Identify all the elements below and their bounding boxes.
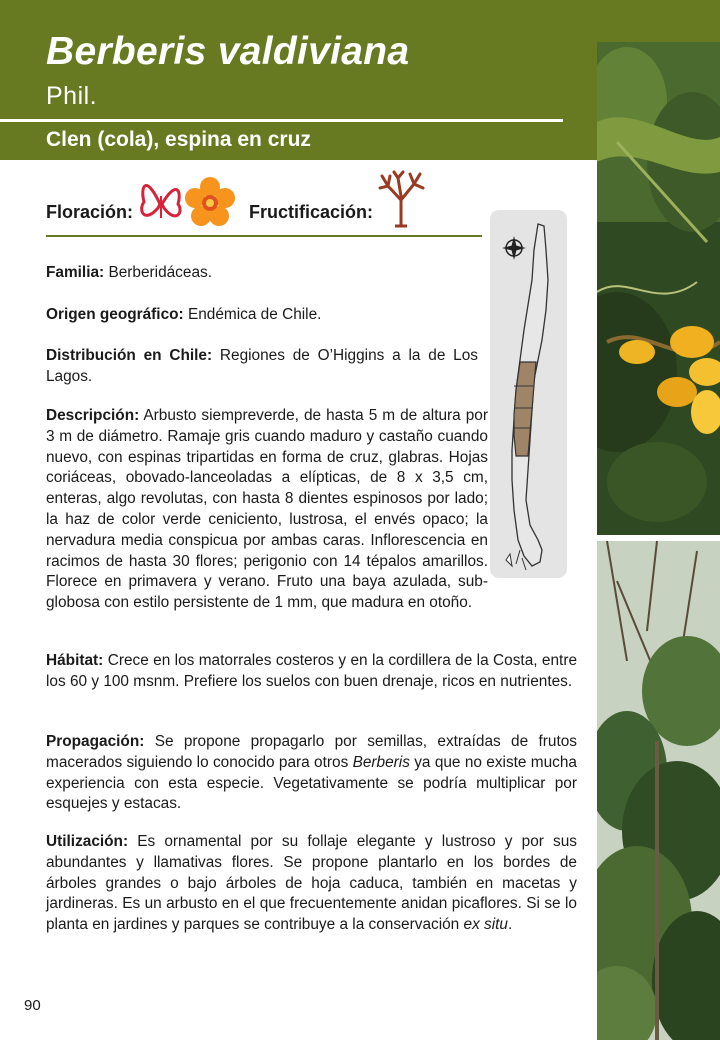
species-title: Berberis valdiviana [46, 30, 410, 73]
utilizacion-label: Utilización: [46, 833, 129, 850]
phenology-bar [46, 170, 486, 236]
species-author: Phil. [46, 82, 98, 110]
shrub-photo [597, 541, 720, 1040]
habitat-paragraph [46, 651, 577, 693]
habitat-text: Crece en los matorrales costeros y en la cordillera de la Costa, entre los 60 y 100 msnm. Prefiere los suelos con buen drenaje, ricos en nutrientes. [46, 652, 578, 690]
header-divider [0, 119, 563, 122]
flowering-label: Floración: [46, 202, 134, 222]
origen-label: Origen geográfico: [46, 306, 184, 323]
distribucion-paragraph [46, 346, 478, 388]
propagacion-paragraph [46, 732, 577, 815]
familia-paragraph [46, 263, 478, 284]
tree-icon [376, 170, 426, 228]
propagacion-italic: Berberis [352, 753, 410, 771]
flower-photo [597, 42, 720, 535]
propagacion-text: Se propone propagarlo por semillas, extraídas de frutos macerados siguiendo lo conocido para otros [46, 733, 577, 771]
page-number: 90 [24, 997, 41, 1014]
fruiting-label: Fructificación: [249, 202, 374, 222]
familia-label: Familia: [46, 264, 105, 281]
descripcion-paragraph [46, 406, 488, 614]
chile-map-icon [490, 210, 567, 578]
habitat-label: Hábitat: [46, 652, 104, 669]
common-names: Clen (cola), espina en cruz [46, 128, 311, 151]
distribucion-text: Regiones de O’Higgins a la de Los Lagos. [46, 347, 478, 385]
flower-icon [184, 176, 236, 228]
utilizacion-text: Es ornamental por su follaje elegante y lustroso y por sus abundantes y llamativas flores. Se propone plantarlo en los bordes de árboles grandes o bajo árboles de hoja caduca, también en macetas y jardineras. Es un arbusto en el que frecuentemente anidan picaflores. Si se lo planta en jardines y parques se contribuye a la conservación [46, 833, 577, 934]
phenology-divider [46, 235, 482, 237]
utilizacion-text-end: . [508, 916, 513, 934]
descripcion-text: Arbusto siempreverde, de hasta 5 m de altura por 3 m de diámetro. Ramaje gris cuando maduro y castaño cuando nuevo, con espinas tripartidas en forma de cruz, glabras. Hojas coriáceas, obovado-lanceoladas a elípticas, de 8 x 3,5 cm, enteras, algo revolutas, con hasta 8 dientes espinosos por lado; la haz de color verde ceniciento, lustrosa, el envés opaco; la nervadura media conspicua por ambas caras. Inflorescencia en racimos de hasta 30 flores; perigonio con 14 tépalos amarillos. Florece en primavera y verano. Fruto una baya azulada, sub-globosa con estilo persistente de 1 mm, que madura en otoño. [46, 407, 488, 612]
compass-icon [502, 236, 526, 260]
propagacion-label: Propagación: [46, 733, 145, 750]
utilizacion-italic: ex situ [463, 916, 508, 934]
origen-paragraph [46, 305, 478, 326]
propagacion-text-end: ya que no existe mucha experiencia con esta especie. Vegetativamente se podría multiplicar por esquejes y estacas. [46, 753, 577, 813]
distribucion-label: Distribución en Chile: [46, 347, 213, 364]
origen-text: Endémica de Chile. [187, 306, 322, 323]
familia-text: Berberidáceas. [108, 264, 212, 281]
butterfly-icon [138, 176, 184, 228]
utilizacion-paragraph [46, 832, 577, 936]
descripcion-label: Descripción: [46, 407, 140, 424]
distribution-map [490, 210, 567, 578]
